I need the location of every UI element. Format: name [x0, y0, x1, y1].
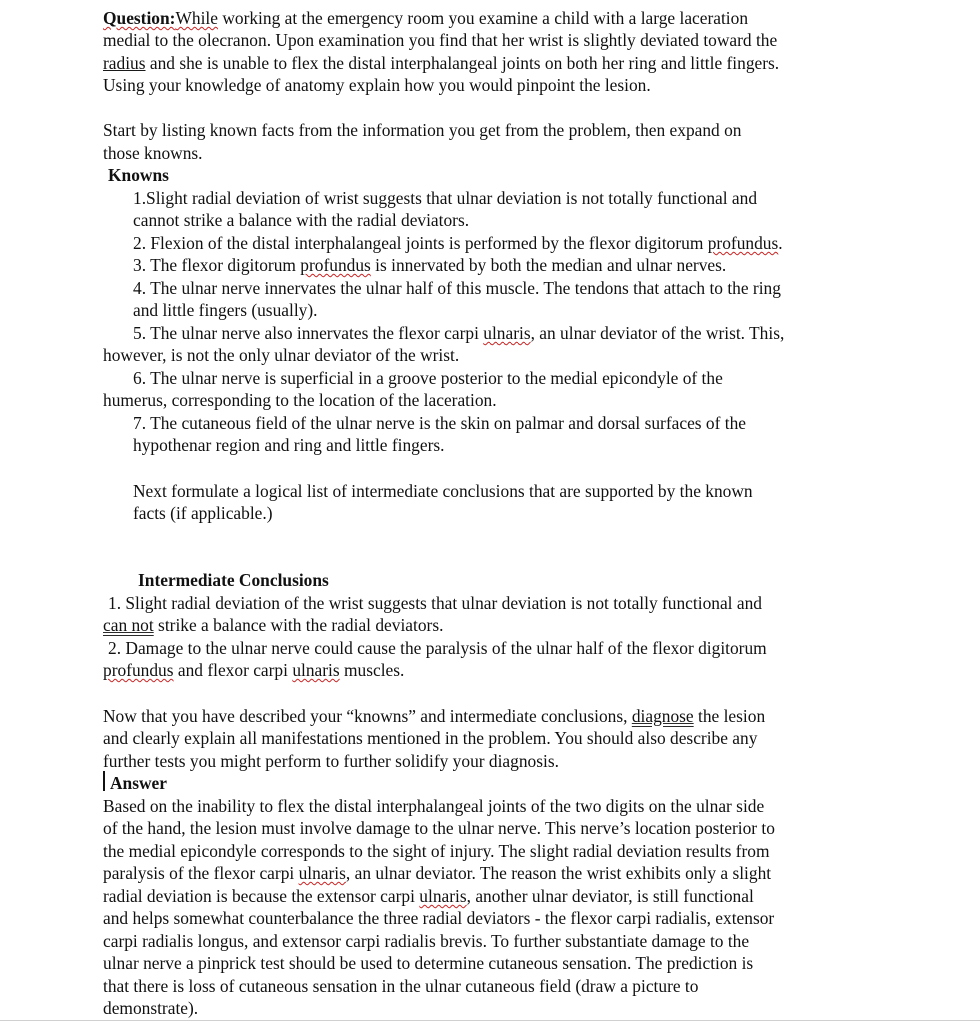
- known-2: 2. Flexion of the distal interphalangeal joints is performed by the flexor digitorum profundus.: [133, 233, 783, 253]
- knowns-heading: Knowns: [108, 165, 169, 185]
- ulnaris-word: ulnaris: [419, 886, 467, 906]
- question-line-4: Using your knowledge of anatomy explain how you would pinpoint the lesion.: [103, 75, 651, 95]
- known-4-line-2: and little fingers (usually).: [133, 300, 318, 320]
- known-7-line-1: 7. The cutaneous field of the ulnar nerve is the skin on palmar and dorsal surfaces of the: [133, 413, 746, 433]
- question-line-1: Question:While working at the emergency room you examine a child with a large laceration: [103, 8, 749, 28]
- prompt-line-1: Now that you have described your “knowns” and intermediate conclusions, diagnose the lesion: [103, 706, 766, 726]
- known-4-line-1: 4. The ulnar nerve innervates the ulnar half of this muscle. The tendons that attach to the ring: [133, 278, 781, 298]
- answer-line-3: the medial epicondyle corresponds to the sight of injury. The slight radial deviation results from: [103, 841, 770, 861]
- known-1-line-2: cannot strike a balance with the radial deviators.: [133, 210, 470, 230]
- intermediate-heading: Intermediate Conclusions: [138, 570, 329, 590]
- diagnose-word: diagnose: [631, 706, 694, 726]
- profundus-word: profundus: [707, 233, 779, 253]
- profundus-word: profundus: [103, 660, 174, 680]
- can-not-word: can not: [103, 615, 154, 635]
- known-1-line-1: 1.Slight radial deviation of wrist suggests that ulnar deviation is not totally functional and: [133, 188, 758, 208]
- answer-line-5: radial deviation is because the extensor carpi ulnaris, another ulnar deviator, is still functional: [103, 886, 754, 906]
- answer-line-9: that there is loss of cutaneous sensation in the ulnar cutaneous field (draw a picture to: [103, 976, 699, 996]
- question-while: While: [175, 8, 218, 28]
- answer-line-8: ulnar nerve a pinprick test should be used to determine cutaneous sensation. The prediction is: [103, 953, 754, 973]
- conclusion-2-line-2: profundus and flexor carpi ulnaris muscles.: [103, 660, 405, 680]
- text-cursor: [103, 771, 105, 791]
- ulnaris-word: ulnaris: [292, 660, 340, 680]
- intro-line-2: those knowns.: [103, 143, 203, 163]
- ulnaris-word: ulnaris: [483, 323, 531, 343]
- known-5-line-1: 5. The ulnar nerve also innervates the flexor carpi ulnaris, an ulnar deviator of the wrist. This,: [133, 323, 785, 343]
- prompt-line-3: further tests you might perform to further solidify your diagnosis.: [103, 751, 559, 771]
- conclusion-1-line-1: 1. Slight radial deviation of the wrist suggests that ulnar deviation is not totally functional and: [108, 593, 762, 613]
- known-6-line-1: 6. The ulnar nerve is superficial in a groove posterior to the medial epicondyle of the: [133, 368, 723, 388]
- answer-line-10: demonstrate).: [103, 998, 199, 1018]
- known-6-line-2: humerus, corresponding to the location of the laceration.: [103, 390, 497, 410]
- conclusion-2-line-1: 2. Damage to the ulnar nerve could cause the paralysis of the ulnar half of the flexor digitorum: [108, 638, 767, 658]
- known-7-line-2: hypothenar region and ring and little fingers.: [133, 435, 445, 455]
- next-line-2: facts (if applicable.): [133, 503, 273, 523]
- conclusion-1-line-2: can not strike a balance with the radial deviators.: [103, 615, 444, 635]
- question-line-3: radius and she is unable to flex the distal interphalangeal joints on both her ring and little fingers.: [103, 53, 780, 73]
- answer-line-2: of the hand, the lesion must involve damage to the ulnar nerve. This nerve’s location posterior to: [103, 818, 775, 838]
- ulnaris-word: ulnaris: [298, 863, 346, 883]
- radius-word: radius: [103, 53, 146, 73]
- known-5-line-2: however, is not the only ulnar deviator of the wrist.: [103, 345, 460, 365]
- answer-line-7: carpi radialis longus, and extensor carpi radialis brevis. To further substantiate damage to the: [103, 931, 750, 951]
- intro-line-1: Start by listing known facts from the information you get from the problem, then expand on: [103, 120, 742, 140]
- answer-line-6: and helps somewhat counterbalance the three radial deviators - the flexor carpi radialis, extensor: [103, 908, 775, 928]
- question-label: Question:: [103, 8, 176, 28]
- answer-heading: Answer: [110, 773, 167, 793]
- answer-line-4: paralysis of the flexor carpi ulnaris, an ulnar deviator. The reason the wrist exhibits only a slight: [103, 863, 772, 883]
- prompt-line-2: and clearly explain all manifestations mentioned in the problem. You should also describe any: [103, 728, 758, 748]
- next-line-1: Next formulate a logical list of intermediate conclusions that are supported by the known: [133, 481, 753, 501]
- profundus-word: profundus: [300, 255, 371, 275]
- page-bottom-edge: [0, 1020, 980, 1021]
- known-3: 3. The flexor digitorum profundus is innervated by both the median and ulnar nerves.: [133, 255, 727, 275]
- answer-line-1: Based on the inability to flex the distal interphalangeal joints of the two digits on the ulnar side: [103, 796, 765, 816]
- question-line-2: medial to the olecranon. Upon examination you find that her wrist is slightly deviated toward the: [103, 30, 778, 50]
